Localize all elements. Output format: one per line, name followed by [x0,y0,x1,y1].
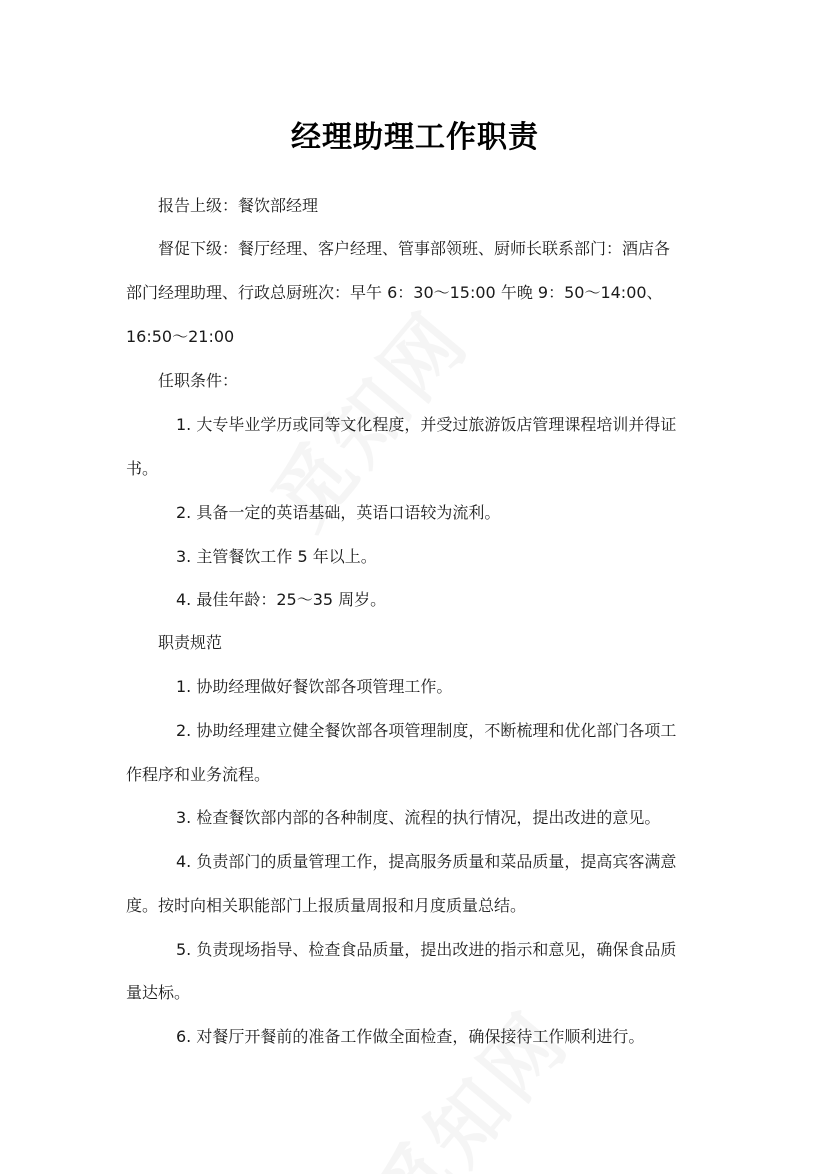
duty-item-4-cont: 度。按时向相关职能部门上报质量周报和月度质量总结。 [126,896,527,915]
duty-item-5: 5. 负责现场指导、检查食品质量，提出改进的指示和意见，确保食品质 [176,940,677,959]
document-title: 经理助理工作职责 [291,120,539,155]
requirement-item-3: 3. 主管餐饮工作 5 年以上。 [176,547,377,566]
requirement-item-1-cont: 书。 [126,459,159,478]
shift-time-line: 16:50～21:00 [126,327,235,346]
subordinates-line: 督促下级：餐厅经理、客户经理、管事部领班、厨师长联系部门：酒店各 [158,239,671,258]
section-heading-duties: 职责规范 [158,633,223,652]
watermark-text [342,983,590,1174]
report-to-line: 报告上级：餐饮部经理 [158,196,319,215]
requirement-item-4: 4. 最佳年龄：25～35 周岁。 [176,590,387,609]
duty-item-2: 2. 协助经理建立健全餐饮部各项管理制度，不断梳理和优化部门各项工 [176,721,677,740]
duty-item-2-cont: 作程序和业务流程。 [126,765,271,784]
duty-item-5-cont: 量达标。 [126,983,191,1002]
duty-item-6: 6. 对餐厅开餐前的准备工作做全面检查，确保接待工作顺利进行。 [176,1027,645,1046]
requirement-item-1: 1. 大专毕业学历或同等文化程度，并受过旅游饭店管理课程培训并得证 [176,415,677,434]
requirement-item-2: 2. 具备一定的英语基础，英语口语较为流利。 [176,503,501,522]
section-heading-requirements: 任职条件： [158,371,239,390]
subordinates-line-cont: 部门经理助理、行政总厨班次：早午 6：30～15:00 午晚 9：50～14:00、 [126,283,663,302]
duty-item-3: 3. 检查餐饮部内部的各种制度、流程的执行情况，提出改进的意见。 [176,808,661,827]
duty-item-1: 1. 协助经理做好餐饮部各项管理工作。 [176,677,453,696]
duty-item-4: 4. 负责部门的质量管理工作，提高服务质量和菜品质量，提高宾客满意 [176,852,677,871]
